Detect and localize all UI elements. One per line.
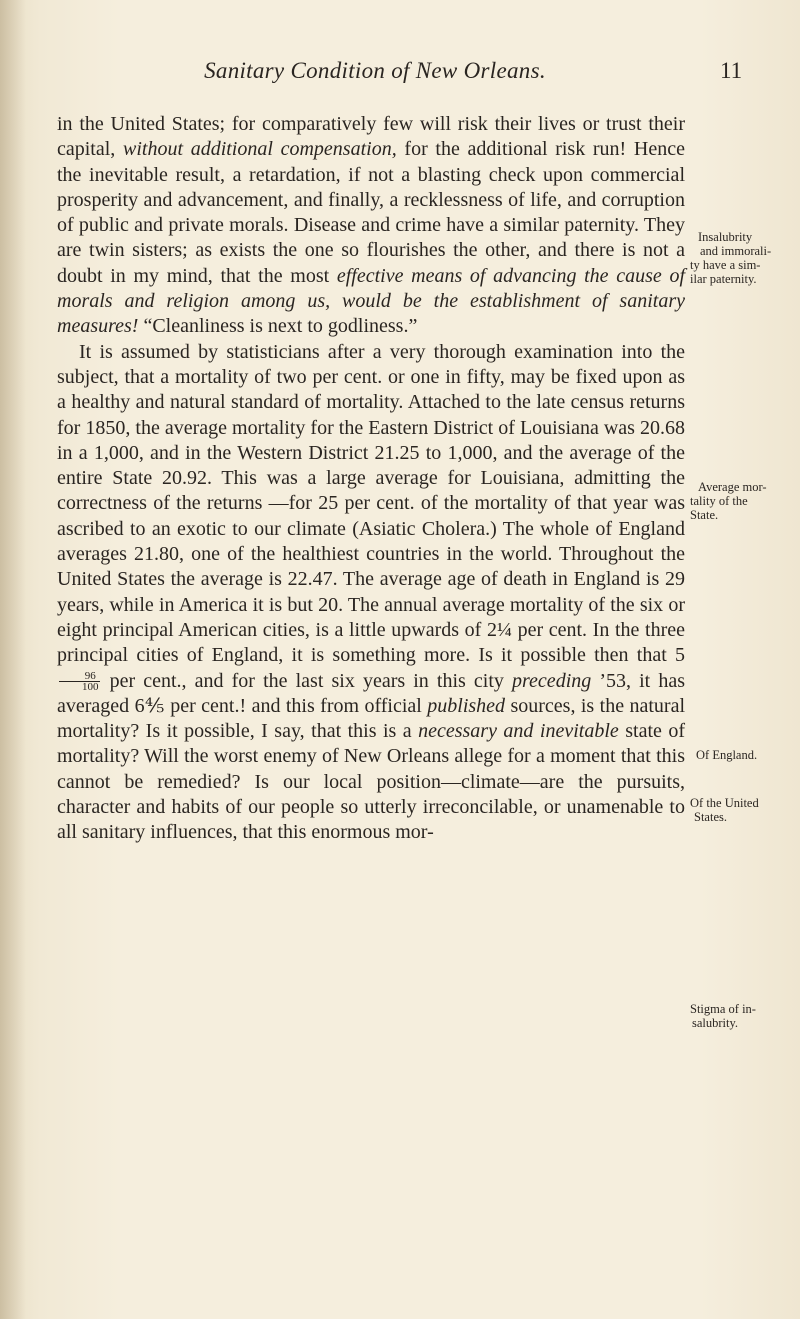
text-run: “Cleanliness is next to godliness.” <box>138 315 418 338</box>
paragraph-1 <box>57 112 685 340</box>
margin-note-line: salubrity. <box>692 1016 739 1030</box>
margin-note-line: States. <box>694 810 727 824</box>
text-run: state of mortality? Will the worst enemy of New Orleans allege for a moment that this cannot be remedied? Is our local position—climate—are the pursuits, character and habits of our people so utterly irreconcilable, or unamenable to all sanitary influences, that this enormous mor- <box>57 720 686 844</box>
fraction-denominator: 100 <box>82 681 99 694</box>
margin-note-insalubrity <box>690 230 798 286</box>
paragraph-2 <box>57 340 685 846</box>
margin-note-line: State. <box>690 508 719 522</box>
italic-run: effective means of advancing the cause of morals and religion among us, would be the establishment of sanitary measures! <box>57 264 686 338</box>
binding-shadow <box>0 0 26 1319</box>
text-run: per cent.! and this from official <box>164 694 428 717</box>
margin-note-line: tality of the <box>690 494 748 508</box>
text-run: per cent., and for the last six years in this city <box>101 669 513 692</box>
italic-run: published <box>427 694 506 717</box>
page-number: 11 <box>720 58 743 83</box>
text-run: ’53, it has averaged 6 <box>57 669 686 717</box>
page-header <box>0 58 800 88</box>
margin-note-stigma <box>690 1002 798 1030</box>
text-run: It is assumed by statisticians after a very thorough examination into the subject, that a mortality of two per cent. or one in fifty, may be fixed upon as a healthy and natural standard of mortality. Attached to the late census returns for 1850, the average mortality for the Eastern District of Louisiana was 20.68 in a 1,000, and in the Western District 21.25 to 1,000, and the average of the entire State 20.92. This was a large average for Louisiana, admitting the correctness of the returns —for 25 per cent. of the mortality of that year was ascribed to an exotic to our climate (Asiatic Cholera.) The whole of England averages 21.80, one of the healthiest countries in the world. Throughout the United States the average is 22.47. The average age of death in England is 29 years, while in America it is but 20. The annual average mortality of the six or eight principal American cities, is a little upwards of 2 <box>57 340 685 641</box>
italic-run: necessary and inevitable <box>418 720 619 743</box>
italic-run: without additional compensation, <box>123 138 397 161</box>
margin-note-line: Insalubrity <box>698 230 753 244</box>
italic-run: preceding <box>512 669 592 692</box>
margin-note-average-mortality <box>690 480 798 522</box>
fraction-numerator: 96 <box>59 671 100 682</box>
margin-note-line: and immorali- <box>700 244 772 258</box>
fraction-96-100 <box>59 671 100 692</box>
margin-note-england <box>690 748 798 762</box>
margin-note-line: Of England. <box>696 748 758 762</box>
margin-note-line: Of the United <box>690 796 759 810</box>
margin-note-line: ilar paternity. <box>690 272 757 286</box>
running-title: Sanitary Condition of New Orleans. <box>204 58 546 83</box>
margin-note-line: Average mor- <box>698 480 767 494</box>
main-text <box>57 112 685 846</box>
fraction-quarter: ¼ <box>496 618 512 641</box>
text-run: sources, is the natural mortality? Is it possible, I say, that this is a <box>57 694 686 743</box>
text-run: for the additional risk run! Hence the inevitable result, a retardation, if not a blasting check upon commercial prosperity and advancement, and finally, a recklessness of life, and corruption of public and private morals. Disease and crime have a similar paternity. They are twin sisters; as exists the one so flourishes the other, and there is not a doubt in my mind, that the most <box>57 138 685 287</box>
margin-note-united-states <box>690 796 798 824</box>
margin-note-line: Stigma of in- <box>690 1002 756 1016</box>
text-run: in the United States; for comparatively few will risk their lives or trust their capital, <box>57 113 685 161</box>
margin-note-line: ty have a sim- <box>690 258 761 272</box>
text-run: per cent. In the three principal cities of England, it is something more. Is it possible then that 5 <box>57 618 685 667</box>
fraction-four-fifths: ⅘ <box>144 694 165 717</box>
